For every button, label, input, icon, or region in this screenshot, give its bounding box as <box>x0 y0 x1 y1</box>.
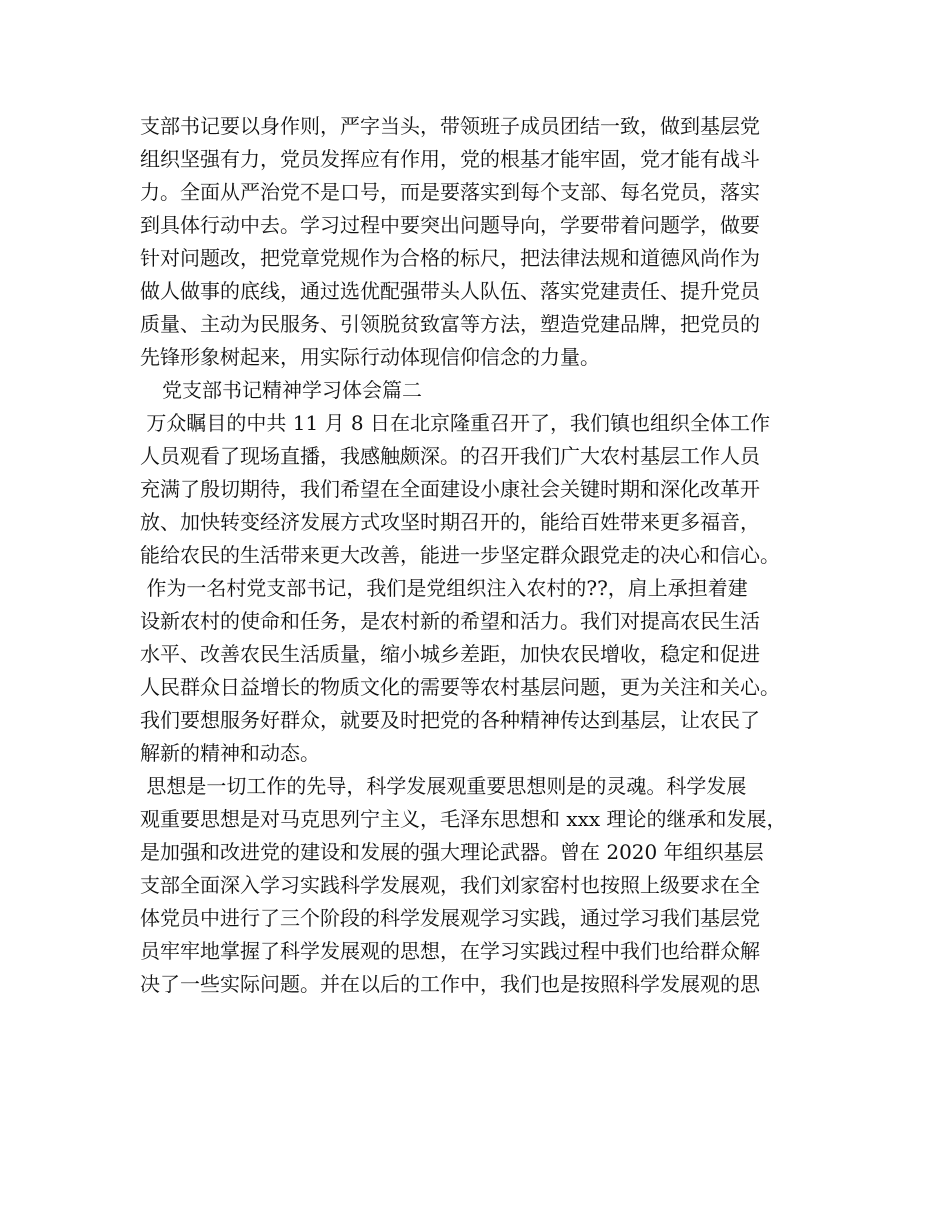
text-line: 针对问题改，把党章党规作为合格的标尺，把法律法规和道德风尚作为 <box>140 246 760 270</box>
text-line: 水平、改善农民生活质量，缩小城乡差距，加快农民增收，稳定和促进 <box>140 642 760 666</box>
text-line: 做人做事的底线，通过选优配强带头人队伍、落实党建责任、提升党员 <box>140 279 760 303</box>
text-line: 设新农村的使命和任务，是农村新的希望和活力。我们对提高农民生活 <box>140 609 760 633</box>
text-line: 支部全面深入学习实践科学发展观，我们刘家窑村也按照上级要求在全 <box>140 873 760 897</box>
text-line: 体党员中进行了三个阶段的科学发展观学习实践，通过学习我们基层党 <box>140 906 760 930</box>
text-line: 能给农民的生活带来更大改善，能进一步坚定群众跟党走的决心和信心。 <box>140 543 780 567</box>
text-line: 解新的精神和动态。 <box>140 741 320 765</box>
text-line: 力。全面从严治党不是口号，而是要落实到每个支部、每名党员，落实 <box>140 180 760 204</box>
text-line: 支部书记要以身作则，严字当头，带领班子成员团结一致，做到基层党 <box>140 114 760 138</box>
text-line: 观重要思想是对马克思列宁主义，毛泽东思想和 xxx 理论的继承和发展， <box>140 807 787 831</box>
text-line: 思想是一切工作的先导，科学发展观重要思想则是的灵魂。科学发展 <box>140 774 747 798</box>
text-line: 是加强和改进党的建设和发展的强大理论武器。曾在 2020 年组织基层 <box>140 840 764 864</box>
document-body <box>140 110 820 1001</box>
section-heading: 党支部书记精神学习体会篇二 <box>162 378 422 402</box>
text-line: 万众瞩目的中共 11 月 8 日在北京隆重召开了，我们镇也组织全体工作 <box>140 411 770 435</box>
text-line: 放、加快转变经济发展方式攻坚时期召开的，能给百姓带来更多福音， <box>140 510 760 534</box>
text-line: 组织坚强有力，党员发挥应有作用，党的根基才能牢固，党才能有战斗 <box>140 147 760 171</box>
text-line: 人员观看了现场直播，我感触颇深。的召开我们广大农村基层工作人员 <box>140 444 760 468</box>
text-line: 作为一名村党支部书记，我们是党组织注入农村的??，肩上承担着建 <box>140 576 748 600</box>
text-line: 人民群众日益增长的物质文化的需要等农村基层问题，更为关注和关心。 <box>140 675 780 699</box>
text-line: 我们要想服务好群众，就要及时把党的各种精神传达到基层，让农民了 <box>140 708 760 732</box>
text-line: 决了一些实际问题。并在以后的工作中，我们也是按照科学发展观的思 <box>140 972 760 996</box>
text-line: 先锋形象树起来，用实际行动体现信仰信念的力量。 <box>140 345 600 369</box>
text-line: 充满了殷切期待，我们希望在全面建设小康社会关键时期和深化改革开 <box>140 477 760 501</box>
text-line: 质量、主动为民服务、引领脱贫致富等方法，塑造党建品牌，把党员的 <box>140 312 760 336</box>
text-line: 员牢牢地掌握了科学发展观的思想，在学习实践过程中我们也给群众解 <box>140 939 760 963</box>
text-line: 到具体行动中去。学习过程中要突出问题导向，学要带着问题学，做要 <box>140 213 760 237</box>
